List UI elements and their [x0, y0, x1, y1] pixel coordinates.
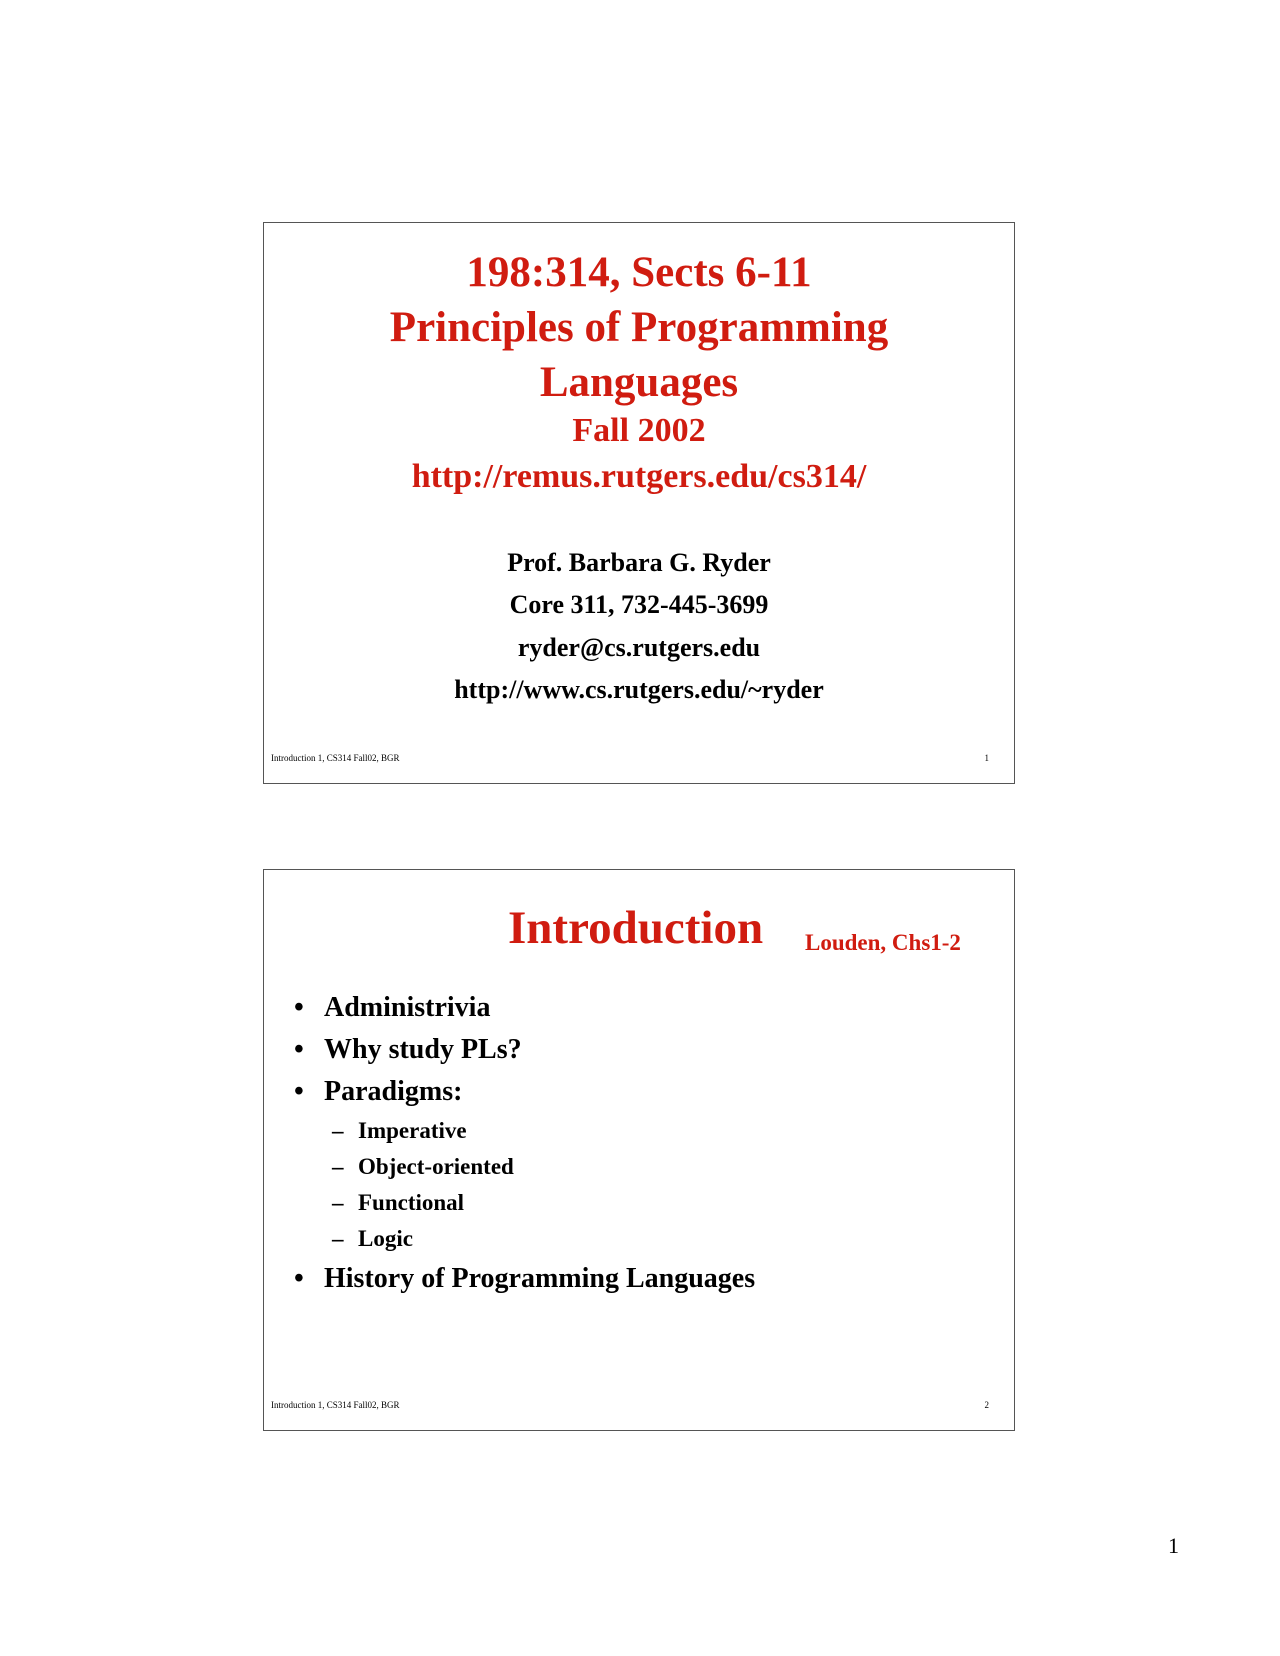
sub-list-item [332, 1188, 464, 1218]
dash-icon: – [332, 1154, 344, 1179]
course-url-link[interactable]: http://remus.rutgers.edu/cs314/ [411, 458, 867, 495]
bullet-text: Paradigms: [324, 1076, 463, 1107]
slide-title-line-3: Languages [539, 359, 739, 406]
slide-1 [263, 222, 1015, 784]
reading-reference: Louden, Chs1-2 [805, 930, 961, 955]
bullet-icon: • [294, 1263, 304, 1294]
slide-footer: Introduction 1, CS314 Fall02, BGR [271, 753, 400, 763]
list-item [294, 1074, 462, 1110]
slide-number: 1 [984, 753, 989, 763]
slide-title-line-1: 198:314, Sects 6-11 [466, 249, 812, 296]
sub-list-item [332, 1116, 467, 1146]
bullet-text: Why study PLs? [324, 1034, 522, 1065]
sub-item-text: Imperative [358, 1118, 467, 1143]
dash-icon: – [332, 1226, 344, 1251]
bullet-icon: • [294, 1034, 304, 1065]
sub-item-text: Logic [358, 1226, 413, 1251]
list-item [294, 1032, 522, 1068]
sub-item-text: Functional [358, 1190, 465, 1215]
sub-list-item [332, 1224, 413, 1254]
slide-footer: Introduction 1, CS314 Fall02, BGR [271, 1400, 400, 1410]
bullet-text: History of Programming Languages [324, 1263, 756, 1294]
bullet-icon: • [294, 992, 304, 1023]
bullet-icon: • [294, 1076, 304, 1107]
page-number: 1 [1168, 1533, 1179, 1558]
sub-item-text: Object-oriented [358, 1154, 514, 1179]
slide-number: 2 [984, 1400, 989, 1410]
list-item [294, 1261, 755, 1297]
slide-title: Introduction [508, 902, 764, 954]
instructor-name: Prof. Barbara G. Ryder [507, 548, 771, 577]
slide-title-line-2: Principles of Programming [389, 304, 889, 351]
list-item [294, 990, 490, 1026]
course-term: Fall 2002 [572, 412, 706, 449]
dash-icon: – [332, 1118, 344, 1143]
bullet-text: Administrivia [324, 992, 491, 1023]
instructor-homepage-link[interactable]: http://www.cs.rutgers.edu/~ryder [454, 675, 824, 704]
dash-icon: – [332, 1190, 344, 1215]
sub-list-item [332, 1152, 514, 1182]
instructor-office: Core 311, 732-445-3699 [509, 590, 769, 619]
slide-2 [263, 869, 1015, 1431]
instructor-email-link[interactable]: ryder@cs.rutgers.edu [517, 633, 761, 662]
